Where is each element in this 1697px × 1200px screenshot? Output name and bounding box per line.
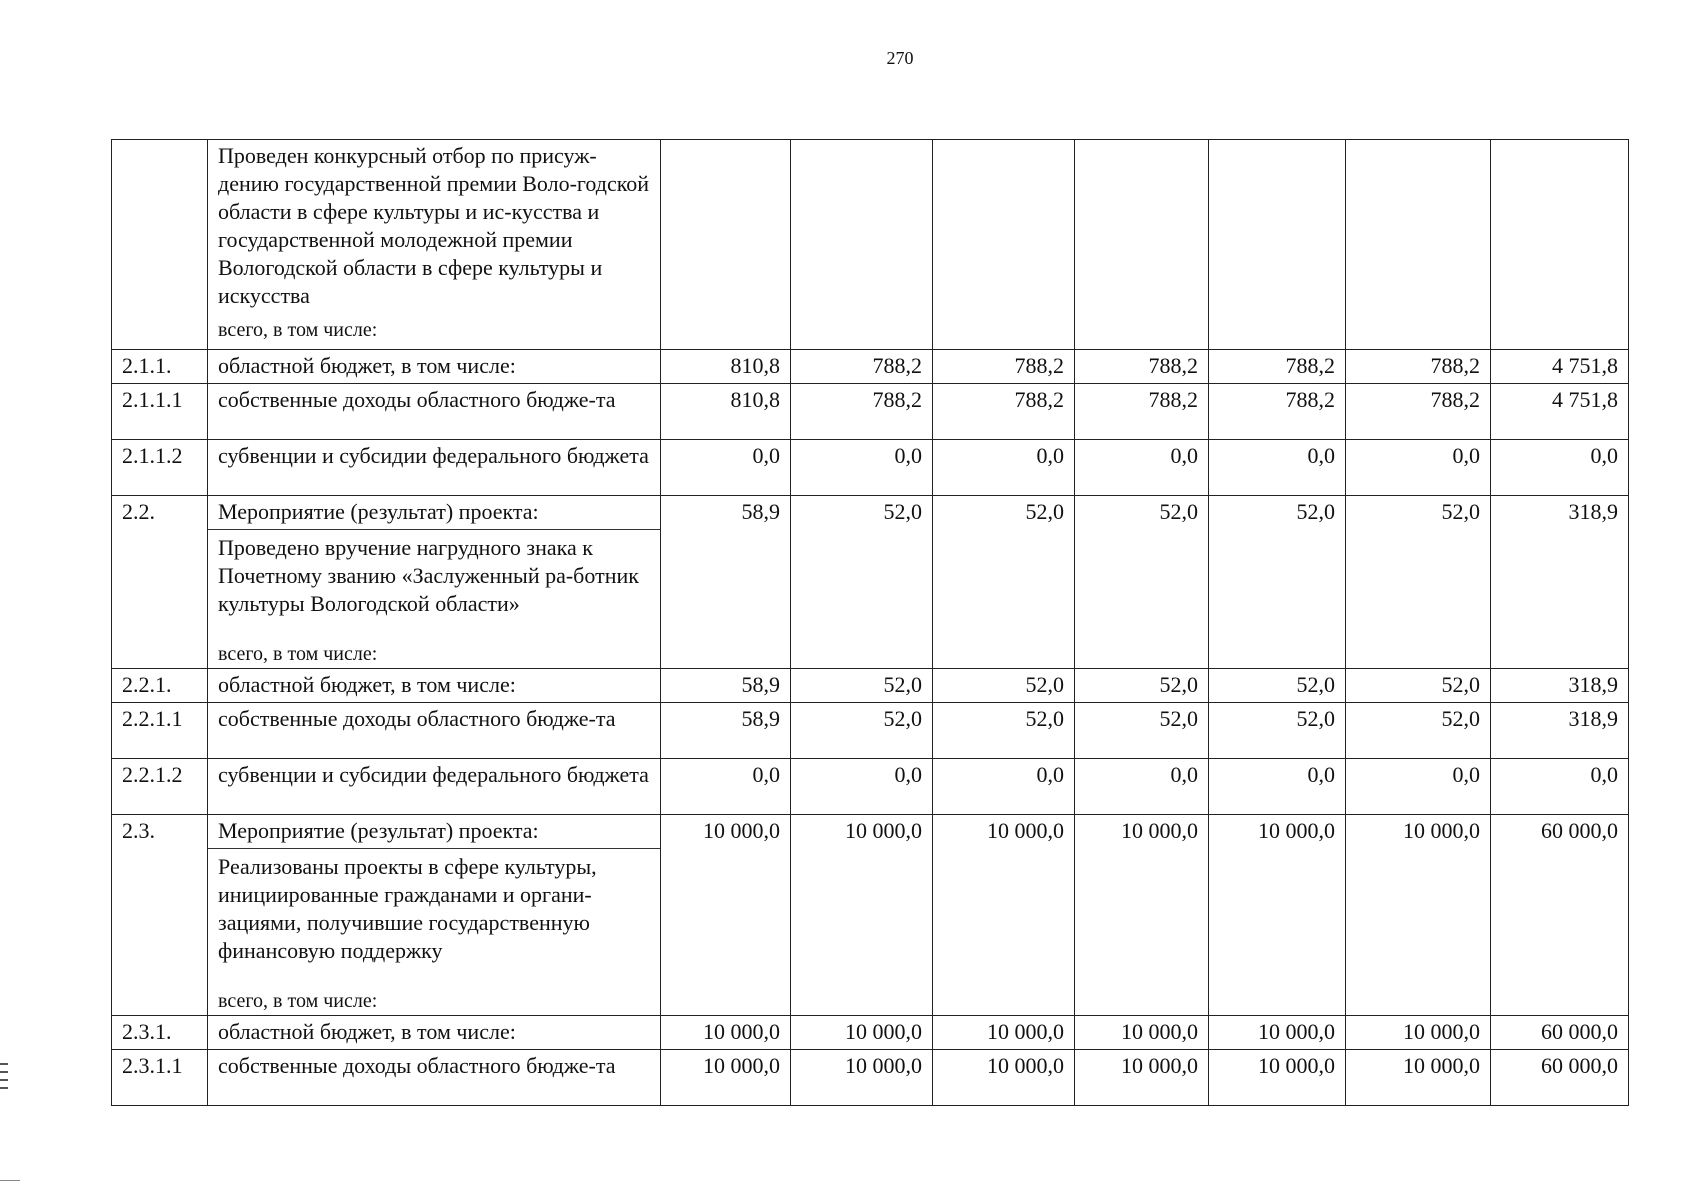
value-cell: 0,0: [1491, 440, 1629, 496]
value-cell: 10 000,0: [1209, 1016, 1346, 1050]
row-text: собственные доходы областного бюдже-та: [218, 1053, 616, 1078]
value-cell: 0,0: [791, 440, 933, 496]
row-title: Мероприятие (результат) проекта:: [208, 817, 660, 849]
value-cell: 318,9: [1491, 703, 1629, 759]
row-code: 2.1.1.2: [112, 440, 208, 496]
value-cell: [1075, 140, 1209, 350]
value-cell: 0,0: [933, 440, 1075, 496]
value-cell: 10 000,0: [1346, 1050, 1491, 1106]
value-cell: 0,0: [1075, 759, 1209, 815]
row-text: Реализованы проекты в сфере культуры, инициированные гражданами и органи-зациями, получившие государственную финансовую поддержку: [218, 854, 597, 963]
value-cell: 0,0: [791, 759, 933, 815]
row-description: [208, 496, 661, 669]
value-cell: 52,0: [1346, 496, 1491, 669]
row-code: 2.1.1.: [112, 350, 208, 384]
row-code: 2.3.: [112, 815, 208, 1016]
row-text: областной бюджет, в том числе:: [218, 672, 516, 697]
table-row: [112, 496, 1629, 669]
value-cell: 10 000,0: [1346, 1016, 1491, 1050]
table-row: [112, 440, 1629, 496]
table-row: [112, 140, 1629, 350]
value-cell: 10 000,0: [661, 1016, 791, 1050]
value-cell: 0,0: [933, 759, 1075, 815]
value-cell: [1209, 140, 1346, 350]
row-lead: всего, в том числе:: [218, 643, 378, 665]
row-code: 2.2.1.: [112, 669, 208, 703]
row-text: субвенции и субсидии федерального бюджета: [218, 762, 649, 787]
row-title: Мероприятие (результат) проекта:: [208, 498, 660, 530]
row-code: 2.3.1.1: [112, 1050, 208, 1106]
value-cell: [661, 140, 791, 350]
value-cell: 52,0: [1346, 703, 1491, 759]
value-cell: 788,2: [1075, 350, 1209, 384]
value-cell: 52,0: [933, 669, 1075, 703]
value-cell: 4 751,8: [1491, 350, 1629, 384]
value-cell: 10 000,0: [661, 815, 791, 1016]
row-code: 2.2.: [112, 496, 208, 669]
value-cell: 52,0: [1209, 669, 1346, 703]
table-row: [112, 384, 1629, 440]
value-cell: 60 000,0: [1491, 815, 1629, 1016]
row-code: 2.3.1.: [112, 1016, 208, 1050]
value-cell: 810,8: [661, 350, 791, 384]
table-row: [112, 703, 1629, 759]
value-cell: 58,9: [661, 703, 791, 759]
row-description: [208, 1016, 661, 1050]
row-description: [208, 440, 661, 496]
budget-table: [111, 139, 1629, 1106]
row-description: [208, 815, 661, 1016]
row-code: 2.2.1.1: [112, 703, 208, 759]
value-cell: 0,0: [1209, 759, 1346, 815]
row-code: 2.1.1.1: [112, 384, 208, 440]
value-cell: 318,9: [1491, 496, 1629, 669]
value-cell: 10 000,0: [661, 1050, 791, 1106]
value-cell: 788,2: [791, 350, 933, 384]
value-cell: 4 751,8: [1491, 384, 1629, 440]
value-cell: 10 000,0: [933, 1016, 1075, 1050]
value-cell: 788,2: [1346, 384, 1491, 440]
value-cell: 52,0: [933, 703, 1075, 759]
row-description: [208, 1050, 661, 1106]
value-cell: 318,9: [1491, 669, 1629, 703]
row-description: [208, 669, 661, 703]
value-cell: 788,2: [791, 384, 933, 440]
row-description: [208, 350, 661, 384]
table-row: [112, 669, 1629, 703]
value-cell: [1346, 140, 1491, 350]
row-text: Проведено вручение нагрудного знака к Почетному званию «Заслуженный ра-ботник культуры Вологодской области»: [218, 535, 639, 616]
value-cell: 10 000,0: [791, 1050, 933, 1106]
row-text: Проведен конкурсный отбор по присуж-дению государственной премии Воло-годской области в сфере культуры и ис-кусства и государственной молодежной премии Вологодской области в сфере культуры и искусства: [218, 143, 650, 308]
value-cell: 810,8: [661, 384, 791, 440]
value-cell: 52,0: [1209, 496, 1346, 669]
value-cell: 52,0: [1075, 703, 1209, 759]
row-text: субвенции и субсидии федерального бюджета: [218, 443, 649, 468]
value-cell: 10 000,0: [1075, 1050, 1209, 1106]
value-cell: 52,0: [1075, 669, 1209, 703]
value-cell: 0,0: [1209, 440, 1346, 496]
value-cell: 788,2: [933, 384, 1075, 440]
value-cell: 52,0: [791, 703, 933, 759]
scan-mark: [0, 1063, 8, 1099]
table-row: [112, 1016, 1629, 1050]
value-cell: 52,0: [1075, 496, 1209, 669]
row-description: [208, 384, 661, 440]
margin-line: [0, 1180, 20, 1181]
row-code: [112, 140, 208, 350]
row-description: [208, 759, 661, 815]
value-cell: 58,9: [661, 496, 791, 669]
value-cell: 0,0: [1075, 440, 1209, 496]
value-cell: 0,0: [1491, 759, 1629, 815]
value-cell: 0,0: [1346, 440, 1491, 496]
table-row: [112, 350, 1629, 384]
value-cell: 10 000,0: [1209, 1050, 1346, 1106]
value-cell: [933, 140, 1075, 350]
table-row: [112, 759, 1629, 815]
value-cell: 52,0: [791, 496, 933, 669]
row-description: [208, 703, 661, 759]
row-text: областной бюджет, в том числе:: [218, 1019, 516, 1044]
value-cell: 10 000,0: [933, 1050, 1075, 1106]
value-cell: 788,2: [1075, 384, 1209, 440]
row-lead: всего, в том числе:: [218, 319, 378, 341]
value-cell: 10 000,0: [933, 815, 1075, 1016]
value-cell: 788,2: [933, 350, 1075, 384]
value-cell: 52,0: [1346, 669, 1491, 703]
value-cell: 788,2: [1346, 350, 1491, 384]
value-cell: 52,0: [933, 496, 1075, 669]
value-cell: 10 000,0: [1075, 1016, 1209, 1050]
value-cell: 788,2: [1209, 350, 1346, 384]
value-cell: 60 000,0: [1491, 1050, 1629, 1106]
value-cell: 0,0: [1346, 759, 1491, 815]
row-description: [208, 140, 661, 350]
value-cell: 10 000,0: [791, 1016, 933, 1050]
value-cell: 788,2: [1209, 384, 1346, 440]
row-text: собственные доходы областного бюдже-та: [218, 706, 616, 731]
table-row: [112, 1050, 1629, 1106]
row-text: собственные доходы областного бюдже-та: [218, 387, 616, 412]
value-cell: 10 000,0: [1346, 815, 1491, 1016]
value-cell: 58,9: [661, 669, 791, 703]
value-cell: 10 000,0: [1075, 815, 1209, 1016]
value-cell: 52,0: [1209, 703, 1346, 759]
value-cell: 52,0: [791, 669, 933, 703]
row-lead: всего, в том числе:: [218, 990, 378, 1012]
value-cell: [1491, 140, 1629, 350]
value-cell: 60 000,0: [1491, 1016, 1629, 1050]
page-number: 270: [886, 48, 914, 68]
table-row: [112, 815, 1629, 1016]
value-cell: 10 000,0: [1209, 815, 1346, 1016]
value-cell: 10 000,0: [791, 815, 933, 1016]
row-text: областной бюджет, в том числе:: [218, 353, 516, 378]
value-cell: 0,0: [661, 440, 791, 496]
row-code: 2.2.1.2: [112, 759, 208, 815]
value-cell: 0,0: [661, 759, 791, 815]
value-cell: [791, 140, 933, 350]
